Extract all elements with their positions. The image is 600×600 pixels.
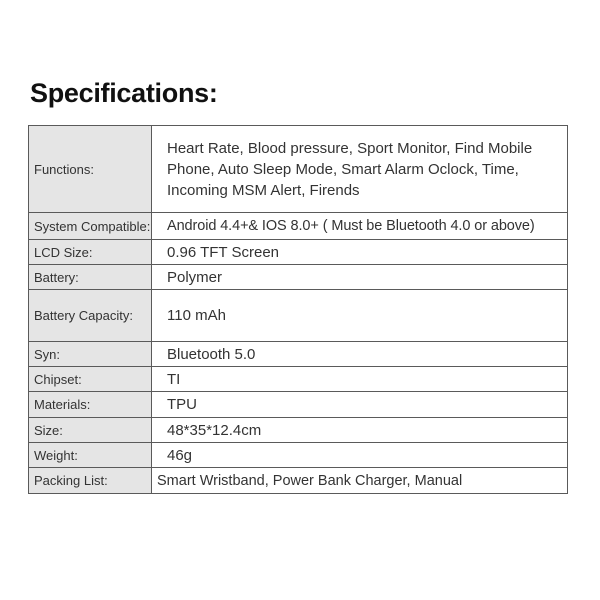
- spec-row-battery: [29, 265, 568, 290]
- spec-label: Battery Capacity:: [29, 290, 152, 342]
- spec-label: Materials:: [29, 392, 152, 418]
- page-title: Specifications:: [30, 78, 218, 108]
- spec-label: Weight:: [29, 443, 152, 468]
- spec-label: LCD Size:: [29, 240, 152, 265]
- spec-value: Polymer: [152, 265, 568, 290]
- spec-row-system-compatible: [29, 213, 568, 240]
- spec-row-chipset: [29, 367, 568, 392]
- spec-row-weight: [29, 443, 568, 468]
- spec-row-packing-list: [29, 468, 568, 494]
- spec-label: Functions:: [29, 126, 152, 213]
- spec-value: 110 mAh: [152, 290, 568, 342]
- spec-label: Battery:: [29, 265, 152, 290]
- spec-row-battery-capacity: [29, 290, 568, 342]
- spec-label: Packing List:: [29, 468, 152, 494]
- spec-label: Chipset:: [29, 367, 152, 392]
- spec-label: Size:: [29, 418, 152, 443]
- spec-value: TPU: [152, 392, 568, 418]
- spec-label: Syn:: [29, 342, 152, 367]
- spec-label: System Compatible:: [29, 213, 152, 240]
- spec-row-lcd-size: [29, 240, 568, 265]
- spec-row-syn: [29, 342, 568, 367]
- spec-value: Smart Wristband, Power Bank Charger, Manual: [152, 468, 568, 494]
- spec-value: TI: [152, 367, 568, 392]
- spec-value: Android 4.4+& IOS 8.0+ ( Must be Bluetooth 4.0 or above): [152, 213, 568, 240]
- spec-value: Heart Rate, Blood pressure, Sport Monitor, Find Mobile Phone, Auto Sleep Mode, Smart Alarm Oclock, Time, Incoming MSM Alert, Firends: [152, 126, 568, 213]
- spec-row-functions: [29, 126, 568, 213]
- specifications-table: [28, 125, 568, 494]
- spec-value: Bluetooth 5.0: [152, 342, 568, 367]
- spec-row-materials: [29, 392, 568, 418]
- spec-value: 0.96 TFT Screen: [152, 240, 568, 265]
- spec-row-size: [29, 418, 568, 443]
- spec-value: 48*35*12.4cm: [152, 418, 568, 443]
- spec-value: 46g: [152, 443, 568, 468]
